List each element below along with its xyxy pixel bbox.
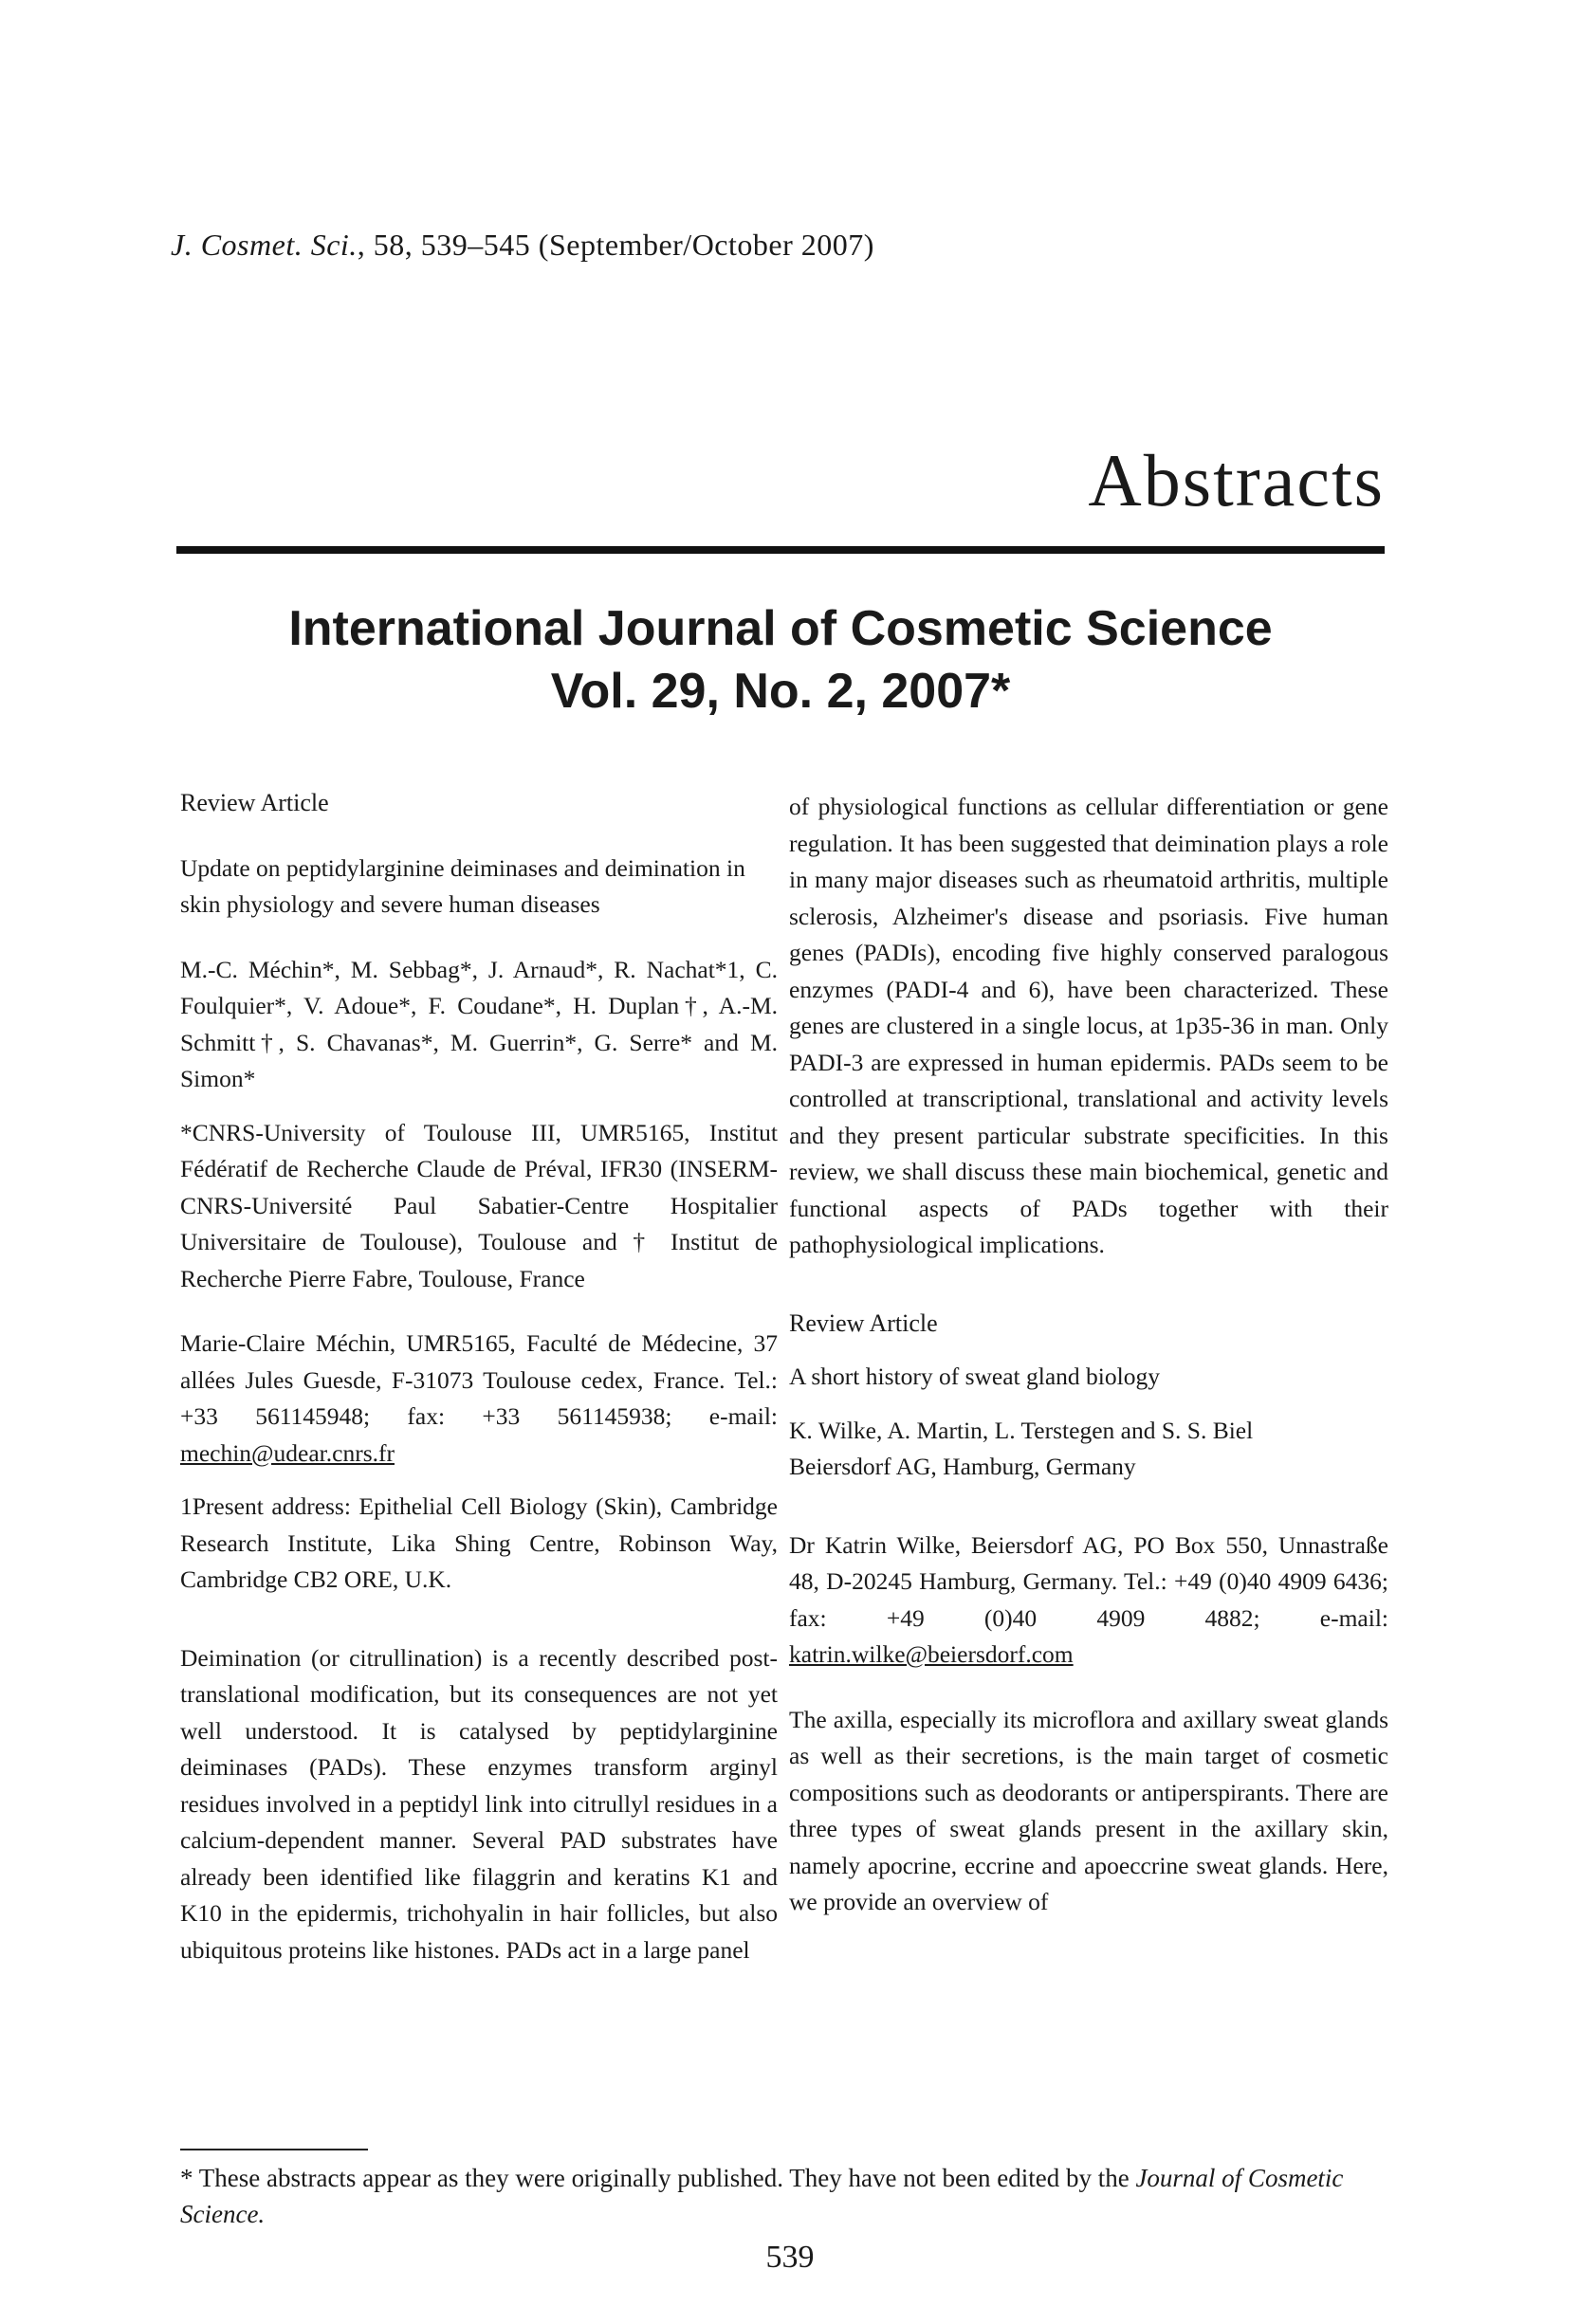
article2-contact-text: Dr Katrin Wilke, Beiersdorf AG, PO Box 550, Unnastraße 48, D-20245 Hamburg, Germany. Tel.: +49 (0)40 4909 6436; fax: +49 (0)40 4909 4882; e-mail: <box>789 1530 1388 1632</box>
right-column <box>789 789 1388 1921</box>
article2-abstract: The axilla, especially its microflora and axillary sweat glands as well as their secretions, is the main target of cosmetic compositions such as deodorants or antiperspirants. There are three types of sweat glands present in the axillary skin, namely apocrine, eccrine and apoeccrine sweat glands. Here, we provide an overview of <box>789 1705 1388 1915</box>
article1-authors: M.-C. Méchin*, M. Sebbag*, J. Arnaud*, R. Nachat*1, C. Foulquier*, V. Adoue*, F. Coudane*, H. Duplan†, A.-M. Schmitt†, S. Chavanas*, M. Guerrin*, G. Serre* and M. Simon* <box>180 955 778 1092</box>
article1-email-link[interactable]: mechin@udear.cnrs.fr <box>180 1438 395 1467</box>
page-number: 539 <box>765 2240 815 2275</box>
article1-title: Update on peptidylarginine deiminases and deimination in skin physiology and severe human diseases <box>180 853 745 918</box>
article2-affiliation: Beiersdorf AG, Hamburg, Germany <box>789 1453 1136 1480</box>
article1-present-address: 1Present address: Epithelial Cell Biology (Skin), Cambridge Research Institute, Lika Shing Centre, Robinson Way, Cambridge CB2 ORE, U.K. <box>180 1492 778 1593</box>
journal-heading-line1: International Journal of Cosmetic Science <box>288 601 1273 656</box>
article1-type-label: Review Article <box>180 789 329 816</box>
footnote-journal-name: Journal of Cosmetic Science. <box>180 2164 1344 2228</box>
running-head <box>171 228 874 263</box>
article1-abstract-part2: of physiological functions as cellular differentiation or gene regulation. It has been suggested that deimination plays a role in many major diseases such as rheumatoid arthritis, multiple sclerosis, Alzheimer's disease and psoriasis. Five human genes (PADIs), encoding five highly conserved paralogous enzymes (PADI-4 and 6), have been characterized. These genes are clustered in a single locus, at 1p35-36 in man. Only PADI-3 are expressed in human epidermis. PADs seem to be controlled at transcriptional, translational and activity levels and they present particular substrate specificities. In this review, we shall discuss these main biochemical, genetic and functional aspects of PADs together with their pathophysiological implications. <box>789 793 1388 1258</box>
article1-abstract-part1: Deimination (or citrullination) is a recently described post-translational modification, but its consequences are not yet well understood. It is catalysed by peptidylarginine deiminases (PADs). These enzymes transform arginyl residues involved in a peptidyl link into citrullyl residues in a calcium-dependent manner. Several PAD substrates have already been identified like filaggrin and keratins K1 and K10 in the epidermis, trichohyalin in hair follicles, but also ubiquitous proteins like histones. PADs act in a large panel <box>180 1643 778 1964</box>
section-title: Abstracts <box>1088 439 1385 522</box>
issue-details: , 58, 539–545 (September/October 2007) <box>357 228 874 262</box>
article2-authors: K. Wilke, A. Martin, L. Terstegen and S. S. Biel <box>789 1416 1254 1444</box>
article2-contact <box>789 1528 1388 1674</box>
article2-type-label: Review Article <box>789 1308 938 1337</box>
article1-affiliation: *CNRS-University of Toulouse III, UMR5165, Institut Fédératif de Recherche Claude de Préval, IFR30 (INSERM-CNRS-Université Paul Sabatier-Centre Hospitalier Universitaire de Toulouse), Toulouse and † Institut de Recherche Pierre Fabre, Toulouse, France <box>180 1118 778 1292</box>
title-rule <box>176 546 1385 554</box>
footnote-rule <box>180 2149 368 2150</box>
footnote-text: * These abstracts appear as they were originally published. They have not been edited by the <box>180 2164 1130 2192</box>
article1-contact-text: Marie-Claire Méchin, UMR5165, Faculté de Médecine, 37 allées Jules Guesde, F-31073 Toulouse cedex, France. Tel.: +33 561145948; fax: +33 561145938; e-mail: <box>180 1329 778 1430</box>
journal-heading-line2: Vol. 29, No. 2, 2007* <box>550 664 1011 719</box>
article2-email-link[interactable]: katrin.wilke@beiersdorf.com <box>789 1640 1074 1668</box>
footnote <box>180 2160 1385 2232</box>
article1-contact <box>180 1326 778 1472</box>
left-column <box>180 785 778 1968</box>
journal-abbreviation: J. Cosmet. Sci. <box>171 228 358 262</box>
article2-title: A short history of sweat gland biology <box>789 1363 1160 1390</box>
